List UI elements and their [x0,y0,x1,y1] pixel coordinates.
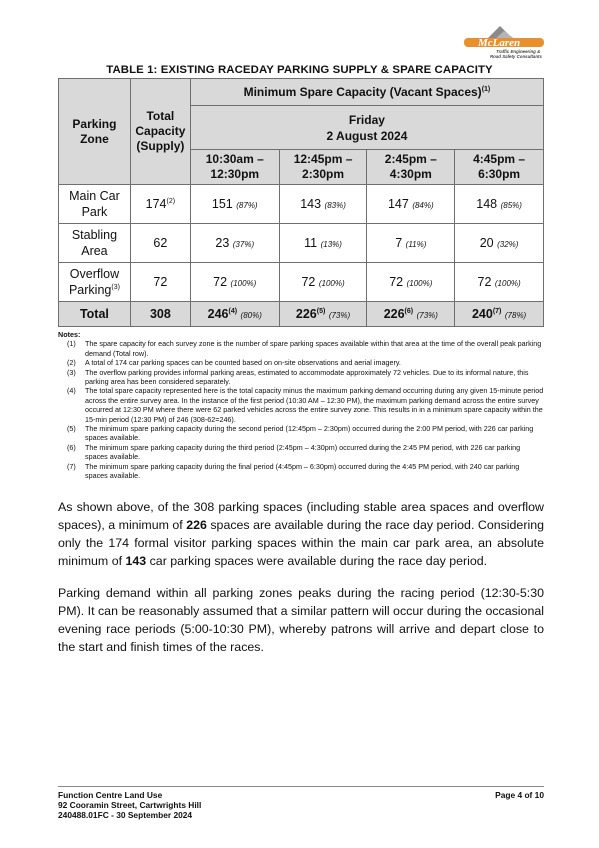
spare-cell: 23 (37%) [190,224,279,263]
spare-cell: 72 (100%) [190,263,279,302]
logo-tagline-1: Traffic Engineering & [496,49,541,54]
spare-cell: 151 (87%) [190,185,279,224]
header-period-3: 2:45pm – 4:30pm [367,150,455,185]
zone-cell: Overflow Parking$^{(3)}$ [59,263,131,302]
note-item: (1) The spare capacity for each survey zone is the number of spare parking spaces available within that area at the time of the overall peak parking demand (Total row). [67,339,542,358]
parking-capacity-table [58,78,544,327]
total-label: Total [59,302,131,327]
header-total-capacity: Total Capacity (Supply) [130,79,190,185]
page-number: Page 4 of 10 [495,790,544,800]
total-spare-cell: 246$^{(4)}$ (80%) [190,302,279,327]
total-spare-cell: 226$^{(5)}$ (73%) [279,302,367,327]
capacity-cell: 174$^{(2)}$ [130,185,190,224]
zone-cell: Stabling Area [59,224,131,263]
footer-details [58,790,201,821]
header-parking-zone: Parking Zone [59,79,131,185]
spare-cell: 147 (84%) [367,185,455,224]
spare-cell: 72 (100%) [279,263,367,302]
footer-address: 92 Cooramin Street, Cartwrights Hill [58,800,202,811]
notes-heading: Notes: [58,330,81,339]
header-period-4: 4:45pm – 6:30pm [455,150,544,185]
table-row [59,185,544,224]
capacity-cell: 72 [130,263,190,302]
body-paragraph-1: As shown above, of the 308 parking spaces (including stable area spaces and overflow spaces), a minimum of 226 spaces are available during the race day period. Considering only the 174 formal visitor parking spaces within the main car park area, an absolute minimum of 143 car parking spaces were available during the race day period. [58,500,544,568]
spare-cell: 143 (83%) [279,185,367,224]
logo-tagline-2: Road Safety Consultants [490,54,542,59]
zone-cell: Main Car Park [59,185,131,224]
company-logo [456,24,546,62]
total-spare-cell: 240$^{(7)}$ (78%) [455,302,544,327]
total-row [59,302,544,327]
note-item: (4) The total spare capacity represented here is the total capacity minus the maximum parking demand occurring during any given 15-minute period across the entire survey area. In the instance of the first period (10:30 AM – 12:30 PM), the maximum parking demand across the entire survey occurred at 12:30 PM where there were 62 parked vehicles across the entire survey zone. This results in in a minimum spare capacity within the 15-min period (12:30 PM) of 246 (308-62=246). [67,386,544,424]
header-period-1: 10:30am – 12:30pm [190,150,279,185]
total-capacity: 308 [130,302,190,327]
total-spare-cell: 226$^{(6)}$ (73%) [367,302,455,327]
spare-cell: 7 (11%) [367,224,455,263]
note-item: (3) The overflow parking provides informal parking areas, estimated to accommodate approximately 72 vehicles. Due to its informal nature, this parking area has been considered separately. [67,367,529,387]
capacity-cell: 62 [130,224,190,263]
note-item: (5) The minimum spare parking capacity during the second period (12:45pm – 2:30pm) occurred during the 2:00 PM period, with 226 car parking spaces available. [67,424,534,443]
spare-cell: 20 (32%) [455,224,544,263]
spare-cell: 72 (100%) [455,263,544,302]
header-date [190,106,543,150]
note-item: (6) The minimum spare parking capacity during the third period (2:45pm – 4:30pm) occurred during the 2:45 PM period, with 226 car parking spaces available. [67,442,521,462]
spare-cell: 11 (13%) [279,224,367,263]
table-row [59,263,544,302]
logo-wordmark: McLaren [478,37,521,49]
header-period-2: 12:45pm – 2:30pm [279,150,367,185]
note-item: (7) The minimum spare parking capacity during the final period (4:45pm – 6:30pm) occurred during the 4:45 PM period, with 240 car parking spaces available. [67,461,520,481]
table-row [59,224,544,263]
spare-cell: 72 (100%) [367,263,455,302]
table-notes [58,330,544,481]
logo-graphic [456,24,546,62]
body-paragraph-2: Parking demand within all parking zones peaks during the racing period (12:30-5:30 PM). It can be reasonably assumed that a similar pattern will occur during the occasional evening race periods (5:00-10:30 PM), whereby patrons will arrive and depart close to the start and finish times of the races. [58,586,544,654]
table-title: TABLE 1: EXISTING RACEDAY PARKING SUPPLY & SPARE CAPACITY [106,64,493,76]
footer-reference: 240488.01FC - 30 September 2024 [58,810,193,821]
note-item: (2) A total of 174 car parking spaces can be counted based on on-site observations and aerial imagery. [67,358,401,368]
spare-cell: 148 (85%) [455,185,544,224]
footer-divider [58,786,544,787]
header-date-text: 2 August 2024 [326,128,408,143]
header-min-spare-capacity: Minimum Spare Capacity (Vacant Spaces)$^{(1)}$ [190,79,543,106]
footer-project: Function Centre Land Use [58,790,163,800]
header-day: Friday [348,112,385,127]
